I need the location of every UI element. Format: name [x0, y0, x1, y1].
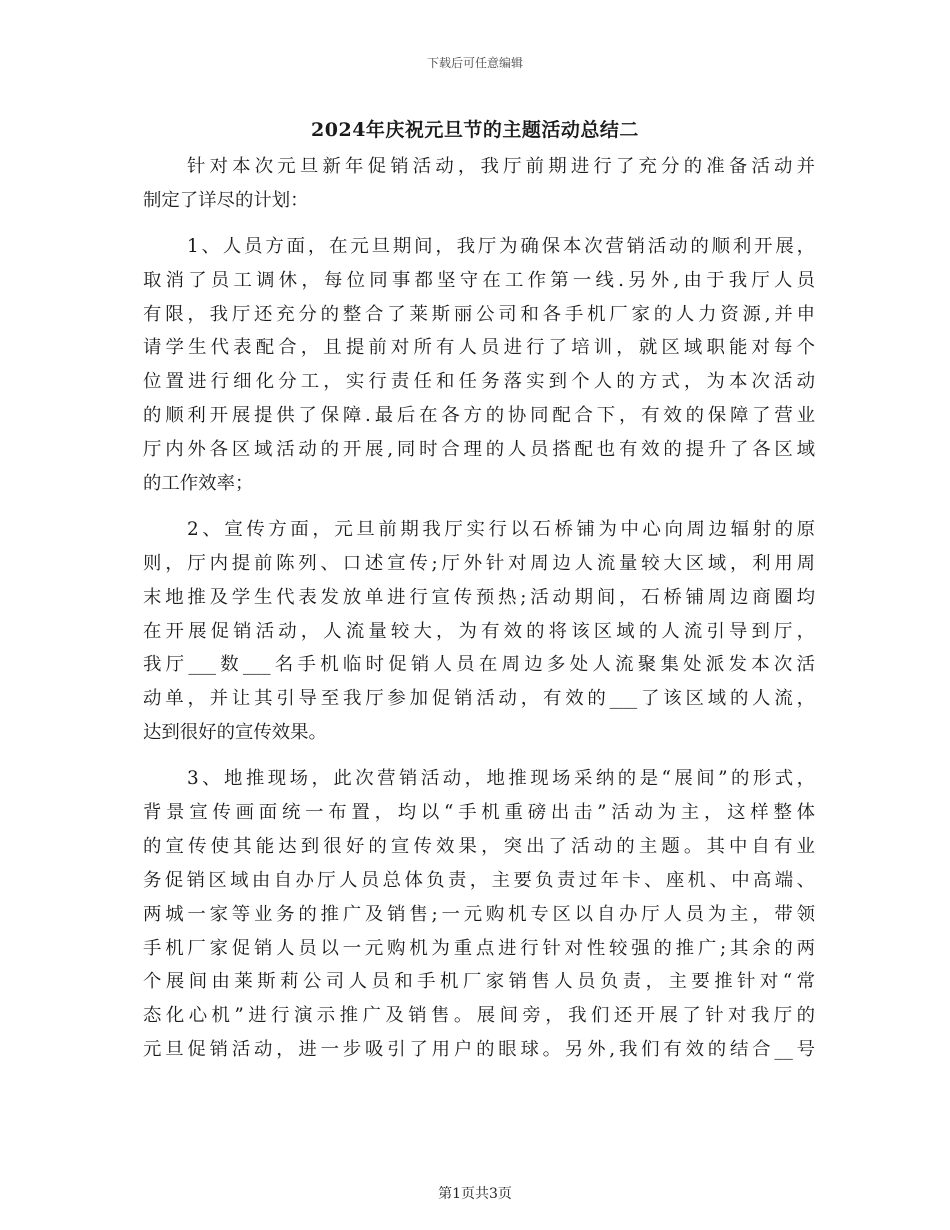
text-line: 位置进行细化分工，实行责任和任务落实到个人的方式，为本次活动 — [143, 371, 815, 393]
download-note: 下载后可任意编辑 — [426, 56, 523, 70]
text-line: 达到很好的宣传效果。 — [143, 722, 327, 744]
text-line: 我厅___数___名手机临时促销人员在周边多处人流聚集处派发本次活 — [143, 654, 815, 676]
text-line: 手机厂家促销人员以一元购机为重点进行针对性较强的推广;其余的两 — [143, 937, 815, 959]
text-line: 针对本次元旦新年促销活动，我厅前期进行了充分的准备活动并 — [187, 156, 815, 177]
document-title: 2024年庆祝元旦节的主题活动总结二 — [311, 119, 639, 141]
text-line: 在开展促销活动，人流量较大，为有效的将该区域的人流引导到厅， — [143, 620, 815, 642]
text-line: 制定了详尽的计划： — [143, 189, 309, 211]
text-line: 动单，并让其引导至我厅参加促销活动，有效的___了该区域的人流， — [143, 688, 815, 710]
text-line: 的顺利开展提供了保障.最后在各方的协同配合下，有效的保障了营业 — [143, 405, 815, 427]
text-line: 末地推及学生代表发放单进行宣传预热;活动期间，石桥铺周边商圈均 — [143, 586, 815, 608]
text-line: 2、宣传方面，元旦前期我厅实行以石桥铺为中心向周边辐射的原 — [187, 518, 815, 540]
text-line: 则，厅内提前陈列、口述宣传;厅外针对周边人流量较大区域，利用周 — [143, 552, 815, 574]
text-line: 3、地推现场，此次营销活动，地推现场采纳的是“展间”的形式， — [187, 768, 815, 790]
text-line: 元旦促销活动，进一步吸引了用户的眼球。另外,我们有效的结合__号 — [143, 1039, 815, 1061]
text-line: 1、人员方面，在元旦期间，我厅为确保本次营销活动的顺利开展， — [187, 235, 815, 257]
text-line: 背景宣传画面统一布置，均以“手机重磅出击”活动为主，这样整体 — [143, 802, 815, 824]
text-line: 的宣传使其能达到很好的宣传效果，突出了活动的主题。其中自有业 — [143, 835, 815, 857]
text-line: 厅内外各区域活动的开展,同时合理的人员搭配也有效的提升了各区域 — [143, 439, 815, 461]
text-line: 的工作效率； — [143, 473, 254, 495]
text-line: 有限，我厅还充分的整合了莱斯丽公司和各手机厂家的人力资源,并申 — [143, 303, 815, 325]
text-line: 请学生代表配合，且提前对所有人员进行了培训，就区域职能对每个 — [143, 337, 815, 359]
text-line: 取消了员工调休，每位同事都坚守在工作第一线.另外,由于我厅人员 — [143, 269, 815, 291]
document-body — [143, 150, 815, 1067]
text-line: 两城一家等业务的推广及销售;一元购机专区以自办厅人员为主，带领 — [143, 903, 815, 925]
page-footer: 第1页共3页 — [438, 1186, 512, 1202]
text-line: 态化心机”进行演示推广及销售。展间旁，我们还开展了针对我厅的 — [143, 1005, 815, 1027]
text-line: 个展间由莱斯莉公司人员和手机厂家销售人员负责，主要推针对“常 — [143, 971, 815, 993]
text-line: 务促销区域由自办厅人员总体负责，主要负责过年卡、座机、中高端、 — [143, 869, 815, 891]
